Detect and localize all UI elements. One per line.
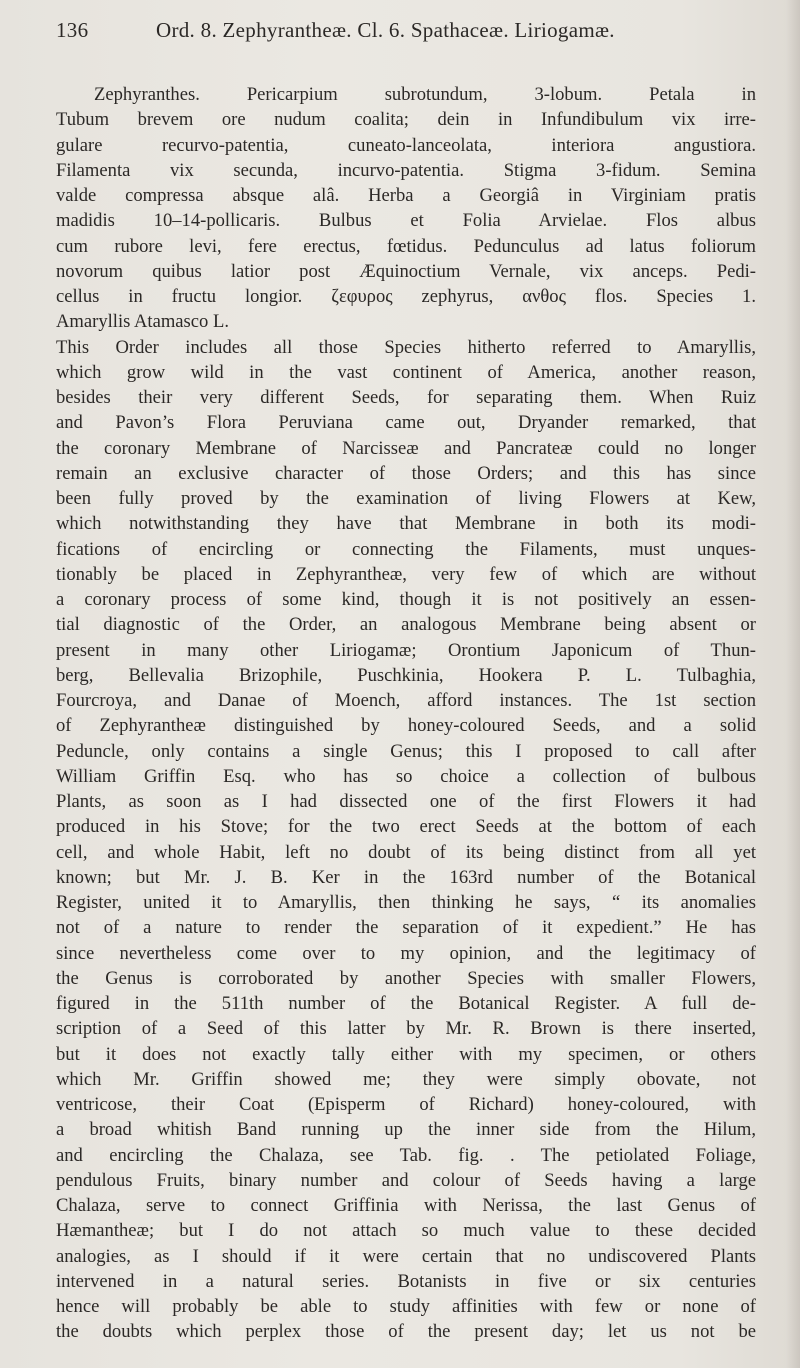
text-line: cellus in fructu longior. ζεφυρος zephyrus, ανθος flos. Species 1. <box>56 286 756 307</box>
text-line: hence will probably be able to study affinities with few or none of <box>56 1296 756 1317</box>
text-line: Hæmantheæ; but I do not attach so much value to these decided <box>56 1220 756 1242</box>
text-line: produced in his Stove; for the two erect Seeds at the bottom of each <box>56 816 756 838</box>
text-line: cum rubore levi, fere erectus, fœtidus. Pedunculus ad latus foliorum <box>56 235 756 257</box>
text-line: scription of a Seed of this latter by Mr. R. Brown is there inserted, <box>56 1018 756 1040</box>
text-line: gulare recurvo-patentia, cuneato-lanceolata, interiora angustiora. <box>56 134 756 156</box>
text-line: which Mr. Griffin showed me; they were simply obovate, not <box>56 1068 756 1090</box>
text-line: remain an exclusive character of those Orders; and this has since <box>56 462 756 484</box>
text-line: besides their very different Seeds, for separating them. When Ruiz <box>56 387 756 408</box>
text-line: cell, and whole Habit, left no doubt of its being distinct from all yet <box>56 841 756 863</box>
running-head <box>56 18 756 50</box>
page-number: 136 <box>56 18 89 42</box>
text-line: tionably be placed in Zephyrantheæ, very few of which are without <box>56 563 756 585</box>
text-line: Fourcroya, and Danae of Moench, afford instances. The 1st section <box>56 690 756 711</box>
page-edge-shadow <box>786 0 800 1368</box>
text-line: and Pavon’s Flora Peruviana came out, Dryander remarked, that <box>56 412 756 434</box>
text-line: present in many other Liriogamæ; Orontium Japonicum of Thun- <box>56 639 756 661</box>
text-line: Filamenta vix secunda, incurvo-patentia. Stigma 3-fidum. Semina <box>56 159 756 181</box>
text-line: the doubts which perplex those of the present day; let us not be <box>56 1321 756 1343</box>
text-line: but it does not exactly tally either with my specimen, or others <box>56 1043 756 1065</box>
text-line: fications of encircling or connecting the Filaments, must unques- <box>56 538 756 560</box>
body-text <box>56 82 756 1345</box>
text-line: which notwithstanding they have that Membrane in both its modi- <box>56 513 756 535</box>
text-line: of Zephyrantheæ distinguished by honey-coloured Seeds, and a solid <box>56 715 756 737</box>
text-line: the Genus is corroborated by another Species with smaller Flowers, <box>56 967 756 989</box>
text-line: since nevertheless come over to my opinion, and the legitimacy of <box>56 942 756 964</box>
text-line: known; but Mr. J. B. Ker in the 163rd number of the Botanical <box>56 866 756 888</box>
text-line: and encircling the Chalaza, see Tab. fig. . The petiolated Foliage, <box>56 1144 756 1166</box>
text-line: madidis 10–14-pollicaris. Bulbus et Folia Arvielae. Flos albus <box>56 210 756 232</box>
text-line: which grow wild in the vast continent of America, another reason, <box>56 361 756 383</box>
text-line: been fully proved by the examination of living Flowers at Kew, <box>56 488 756 509</box>
text-line: intervened in a natural series. Botanists in five or six centuries <box>56 1270 756 1292</box>
text-line: William Griffin Esq. who has so choice a collection of bulbous <box>56 765 756 787</box>
running-heading: Ord. 8. Zephyrantheæ. Cl. 6. Spathaceæ. Liriogamæ. <box>156 18 615 42</box>
text-line: novorum quibus latior post Æquinoctium Vernale, vix anceps. Pedi- <box>56 260 756 282</box>
text-line: analogies, as I should if it were certain that no undiscovered Plants <box>56 1245 756 1267</box>
text-line: Tubum brevem ore nudum coalita; dein in Infundibulum vix irre- <box>56 109 756 131</box>
text-line: not of a nature to render the separation of it expedient.” He has <box>56 917 756 939</box>
text-line: tial diagnostic of the Order, an analogous Membrane being absent or <box>56 614 756 636</box>
text-line: berg, Bellevalia Brizophile, Puschkinia, Hookera P. L. Tulbaghia, <box>56 664 756 686</box>
text-line: valde compressa absque alâ. Herba a Georgiâ in Virginiam pratis <box>56 185 756 206</box>
text-line: This Order includes all those Species hitherto referred to Amaryllis, <box>56 336 756 358</box>
text-line: pendulous Fruits, binary number and colour of Seeds having a large <box>56 1169 756 1191</box>
text-line: Register, united it to Amaryllis, then thinking he says, “ its anomalies <box>56 892 756 913</box>
text-line: Plants, as soon as I had dissected one of the first Flowers it had <box>56 791 756 812</box>
text-line: Peduncle, only contains a single Genus; this I proposed to call after <box>56 740 756 762</box>
text-line: a broad whitish Band running up the inner side from the Hilum, <box>56 1119 756 1141</box>
text-line: a coronary process of some kind, though it is not positively an essen- <box>56 589 756 610</box>
text-line: the coronary Membrane of Narcisseæ and Pancrateæ could no longer <box>56 437 756 459</box>
text-line: Zephyranthes. Pericarpium subrotundum, 3-lobum. Petala in <box>94 84 756 105</box>
text-line: figured in the 511th number of the Botanical Register. A full de- <box>56 993 756 1014</box>
text-line: Amaryllis Atamasco L. <box>56 311 229 333</box>
text-line: Chalaza, serve to connect Griffinia with Nerissa, the last Genus of <box>56 1195 756 1216</box>
text-line: ventricose, their Coat (Episperm of Richard) honey-coloured, with <box>56 1094 756 1115</box>
